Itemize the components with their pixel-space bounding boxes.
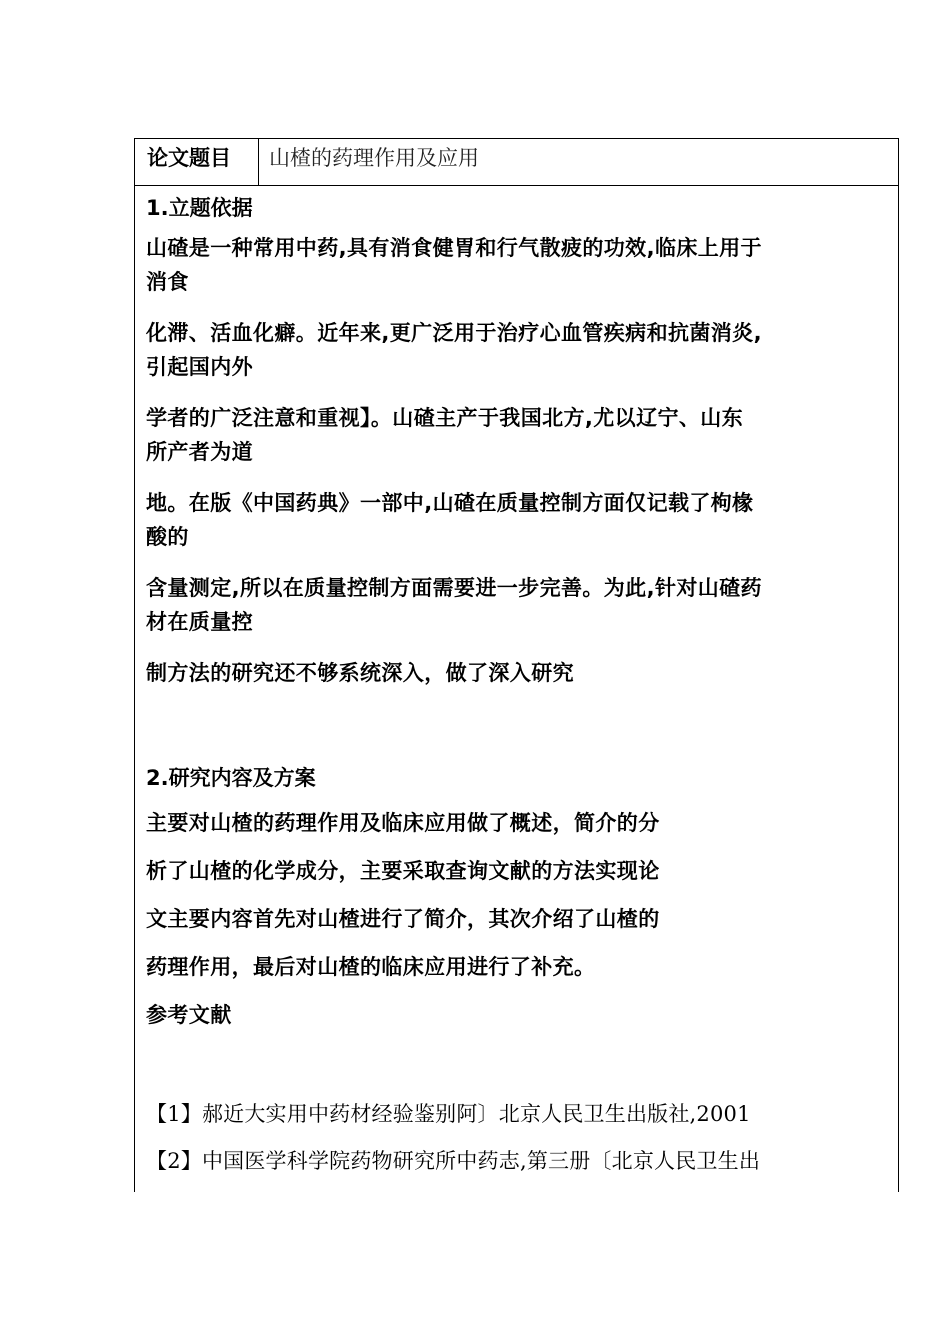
section1-line-2: 消食 bbox=[146, 270, 189, 294]
section1-line-3: 化滞、活血化癖。近年来,更广泛用于治疗心血管疾病和抗菌消炎, bbox=[146, 321, 762, 345]
proposal-form-table bbox=[134, 138, 899, 1192]
title-value: 山楂的药理作用及应用 bbox=[269, 146, 479, 170]
reference-item-2: 【2】中国医学科学院药物研究所中药志,第三册〔北京人民卫生出 bbox=[146, 1149, 761, 1173]
section1-line-8: 酸的 bbox=[146, 525, 189, 549]
section1-line-11: 制方法的研究还不够系统深入，做了深入研究 bbox=[146, 661, 574, 685]
section1-paragraph bbox=[146, 231, 898, 690]
references-list bbox=[146, 1098, 898, 1175]
section1-line-9: 含量测定,所以在质量控制方面需要进一步完善。为此,针对山碴药 bbox=[146, 576, 762, 600]
section2-heading: 2.研究内容及方案 bbox=[146, 766, 316, 790]
section1-line-10: 材在质量控 bbox=[146, 610, 253, 634]
section2-paragraph bbox=[146, 806, 898, 1032]
title-row bbox=[135, 139, 899, 186]
section1-line-5: 学者的广泛注意和重视】。山碴主产于我国北方,尤以辽宁、山东 bbox=[146, 406, 744, 430]
section2-line-4: 药理作用，最后对山楂的临床应用进行了补充。 bbox=[146, 955, 596, 979]
section1-line-1: 山碴是一种常用中药,具有消食健胃和行气散疲的功效,临床上用于 bbox=[146, 236, 762, 260]
reference-item-1: 【1】郝近大实用中药材经验鉴别阿〕北京人民卫生出版社,2001 bbox=[146, 1102, 751, 1126]
section2-line-2: 析了山楂的化学成分，主要采取查询文献的方法实现论 bbox=[146, 859, 660, 883]
section1-line-6: 所产者为道 bbox=[146, 440, 253, 464]
section2-line-1: 主要对山楂的药理作用及临床应用做了概述，简介的分 bbox=[146, 811, 660, 835]
content-row bbox=[135, 186, 899, 1193]
content-body bbox=[135, 192, 898, 1175]
references-heading: 参考文献 bbox=[146, 1003, 232, 1027]
title-value-cell bbox=[259, 139, 899, 186]
section2-line-3: 文主要内容首先对山楂进行了简介，其次介绍了山楂的 bbox=[146, 907, 660, 931]
section1-line-4: 引起国内外 bbox=[146, 355, 253, 379]
section1-line-7: 地。在版《中国药典》一部中,山碴在质量控制方面仅记载了枸椽 bbox=[146, 491, 754, 515]
title-label: 论文题目 bbox=[147, 146, 231, 170]
section1-heading: 1.立题依据 bbox=[146, 196, 253, 220]
title-label-cell bbox=[135, 139, 259, 186]
content-cell bbox=[135, 186, 899, 1193]
